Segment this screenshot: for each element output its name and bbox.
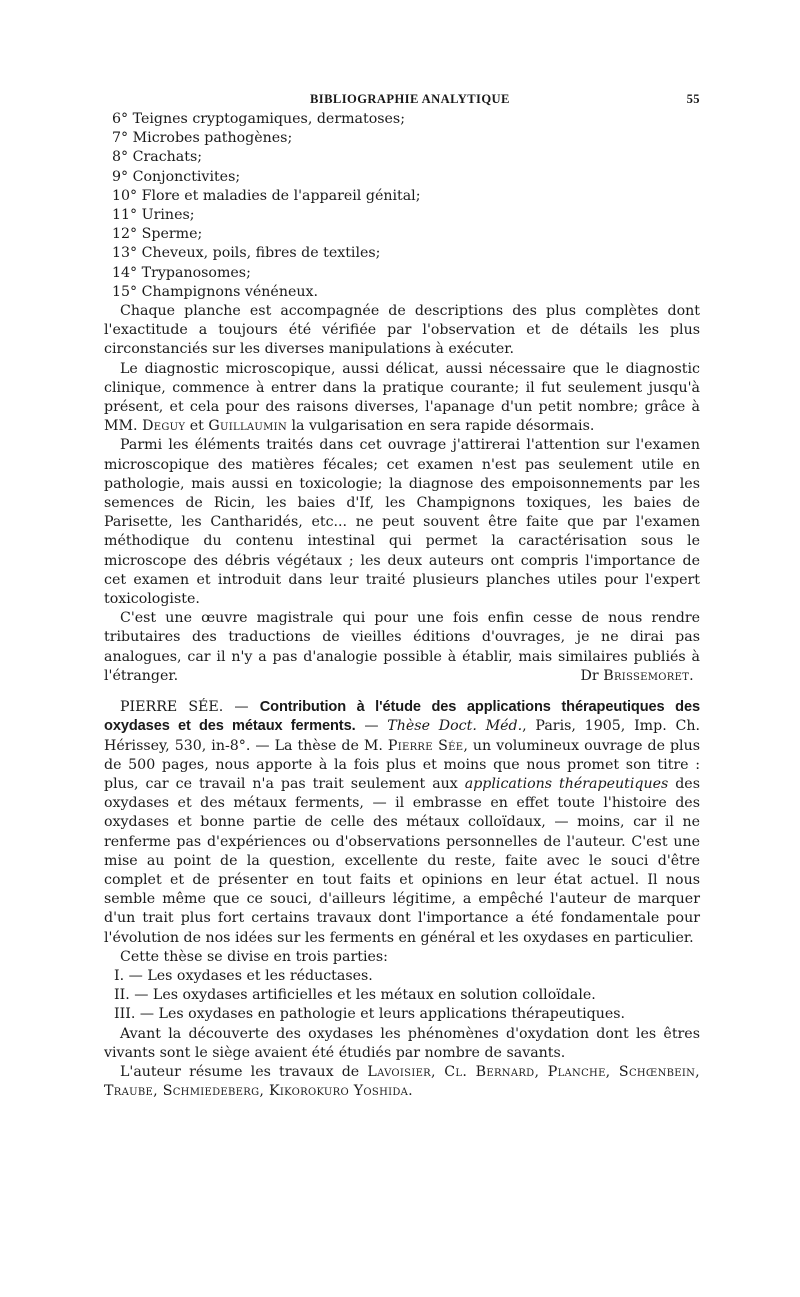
text-run: des oxydases et des métaux ferments, — il embrasse en effet toute l'histoire des oxydases et bonne partie de celle des métaux colloïdaux, — moins, car il ne renferme pas d'expériences ou d'observations personnelles de l'auteur. C'est une mise au point de la question, excellente du reste, faite avec le souci d'être complet et de présenter en tout faits et opinions en leur état actuel. Il nous semble même que ce souci, d'ailleurs légitime, a empêché l'auteur de marquer d'un trait plus fort certains travaux dont l'importance a été fondamentale pour l'évolution de nos idées sur les ferments en général et les oxydases en particulier. xyxy=(104,775,700,946)
part-item: III. — Les oxydases en pathologie et leurs applications thérapeutiques. xyxy=(114,1006,626,1023)
review1-paragraph: Chaque planche est accompagnée de descriptions des plus complètes dont l'exactitude a toujours été vérifiée par l'observation et de détails les plus circonstanciés sur les diverses manipulations à exécuter. xyxy=(104,303,700,358)
author-name: Deguy xyxy=(142,418,186,435)
author-names: Lavoisier, Cl. Bernard, Planche, Schœnbein, Traube, Schmiedeberg, Kikorokuro Yoshida. xyxy=(104,1063,700,1100)
author-name: Guillaumin xyxy=(208,418,287,435)
review1-paragraph xyxy=(104,360,700,437)
review2-paragraph: Cette thèse se divise en trois parties: xyxy=(120,948,388,965)
reviewer-signature xyxy=(565,667,694,686)
review2-author: PIERRE SÉE. xyxy=(120,699,224,716)
text-run: la vulgarisation en sera rapide désormais. xyxy=(287,418,595,435)
text-run: C'est une œuvre magistrale qui pour une fois enfin cesse de nous rendre tributaires des traductions de vieilles éditions d'ouvrages, je ne dirai pas analogues, car il n'y a pas d'analogie possible à établir, mais similaires publiés à l'étranger. xyxy=(104,610,700,684)
italic-phrase: applications thérapeutiques xyxy=(464,775,669,792)
signature-name: Brissemoret. xyxy=(603,667,694,684)
section-gap xyxy=(104,686,700,698)
list-item: 10° Flore et maladies de l'appareil génital; xyxy=(112,187,421,204)
review1-paragraph xyxy=(104,609,700,686)
list-item: 8° Crachats; xyxy=(112,149,203,166)
list-item: 12° Sperme; xyxy=(112,226,203,243)
text-run: Le diagnostic microscopique, aussi délicat, aussi nécessaire que le diagnostic clinique, commence à entrer dans la pratique courante; il fut seulement jusqu'à présent, et cela pour des raisons diverses, l'apanage d'un petit nombre; grâce à MM. xyxy=(104,360,700,435)
list-item: 14° Trypanosomes; xyxy=(112,264,251,281)
review2-paragraph xyxy=(104,1063,700,1101)
page xyxy=(104,84,700,1101)
text-run: L'auteur résume les travaux de xyxy=(120,1063,368,1080)
review2-citation xyxy=(104,698,700,948)
list-item: 9° Conjonctivites; xyxy=(112,168,241,185)
list-item: 15° Champignons vénéneux. xyxy=(112,283,318,300)
numbered-list xyxy=(104,110,700,302)
page-number: 55 xyxy=(686,92,700,106)
list-item: 11° Urines; xyxy=(112,207,195,224)
text-run: , Paris, 1905, Imp. Ch. Hérissey, 530, in-8°. — La thèse de M. xyxy=(104,718,700,754)
list-item: 7° Microbes pathogènes; xyxy=(112,130,293,147)
author-name: Pierre Sée xyxy=(387,737,464,754)
running-title: BIBLIOGRAPHIE ANALYTIQUE xyxy=(310,92,510,106)
text-run: , un volumineux ouvrage de plus de 500 pages, nous apporte à la fois plus et moins que nous promet son titre : plus, car ce travail n'a pas trait seulement aux xyxy=(104,737,701,792)
review2-paragraph: Avant la découverte des oxydases les phénomènes d'oxydation dont les êtres vivants sont le siège avaient été étudiés par nombre de savants. xyxy=(104,1025,700,1061)
text-run: — xyxy=(223,699,260,716)
thesis-label: Thèse Doct. Méd. xyxy=(387,718,523,735)
signature-prefix: Dr xyxy=(580,667,604,684)
text-run: — xyxy=(355,718,388,735)
review1-paragraph: Parmi les éléments traités dans cet ouvrage j'attirerai l'attention sur l'examen microscopique des matières fécales; cet examen n'est pas seulement utile en pathologie, mais aussi en toxicologie; la diagnose des empoisonnements par les semences de Ricin, les baies d'If, les Champignons toxiques, les baies de Parisette, les Cantharidés, etc... ne peut souvent être faite que par l'examen méthodique du contenu intestinal qui permet la caractérisation sous le microscope des débris végétaux ; les deux auteurs ont compris l'importance de cet examen et introduit dans leur traité plusieurs planches utiles pour l'expert toxicologiste. xyxy=(104,437,700,608)
part-item: I. — Les oxydases et les réductases. xyxy=(114,967,373,984)
running-head xyxy=(104,84,700,110)
review2-title: Contribution à l'étude des applications thérapeutiques des oxydases et des métaux ferments. xyxy=(104,699,700,735)
part-item: II. — Les oxydases artificielles et les métaux en solution colloïdale. xyxy=(114,987,596,1004)
text-run: et xyxy=(185,418,209,435)
list-item: 6° Teignes cryptogamiques, dermatoses; xyxy=(112,111,405,127)
list-item: 13° Cheveux, poils, fibres de textiles; xyxy=(112,245,381,262)
